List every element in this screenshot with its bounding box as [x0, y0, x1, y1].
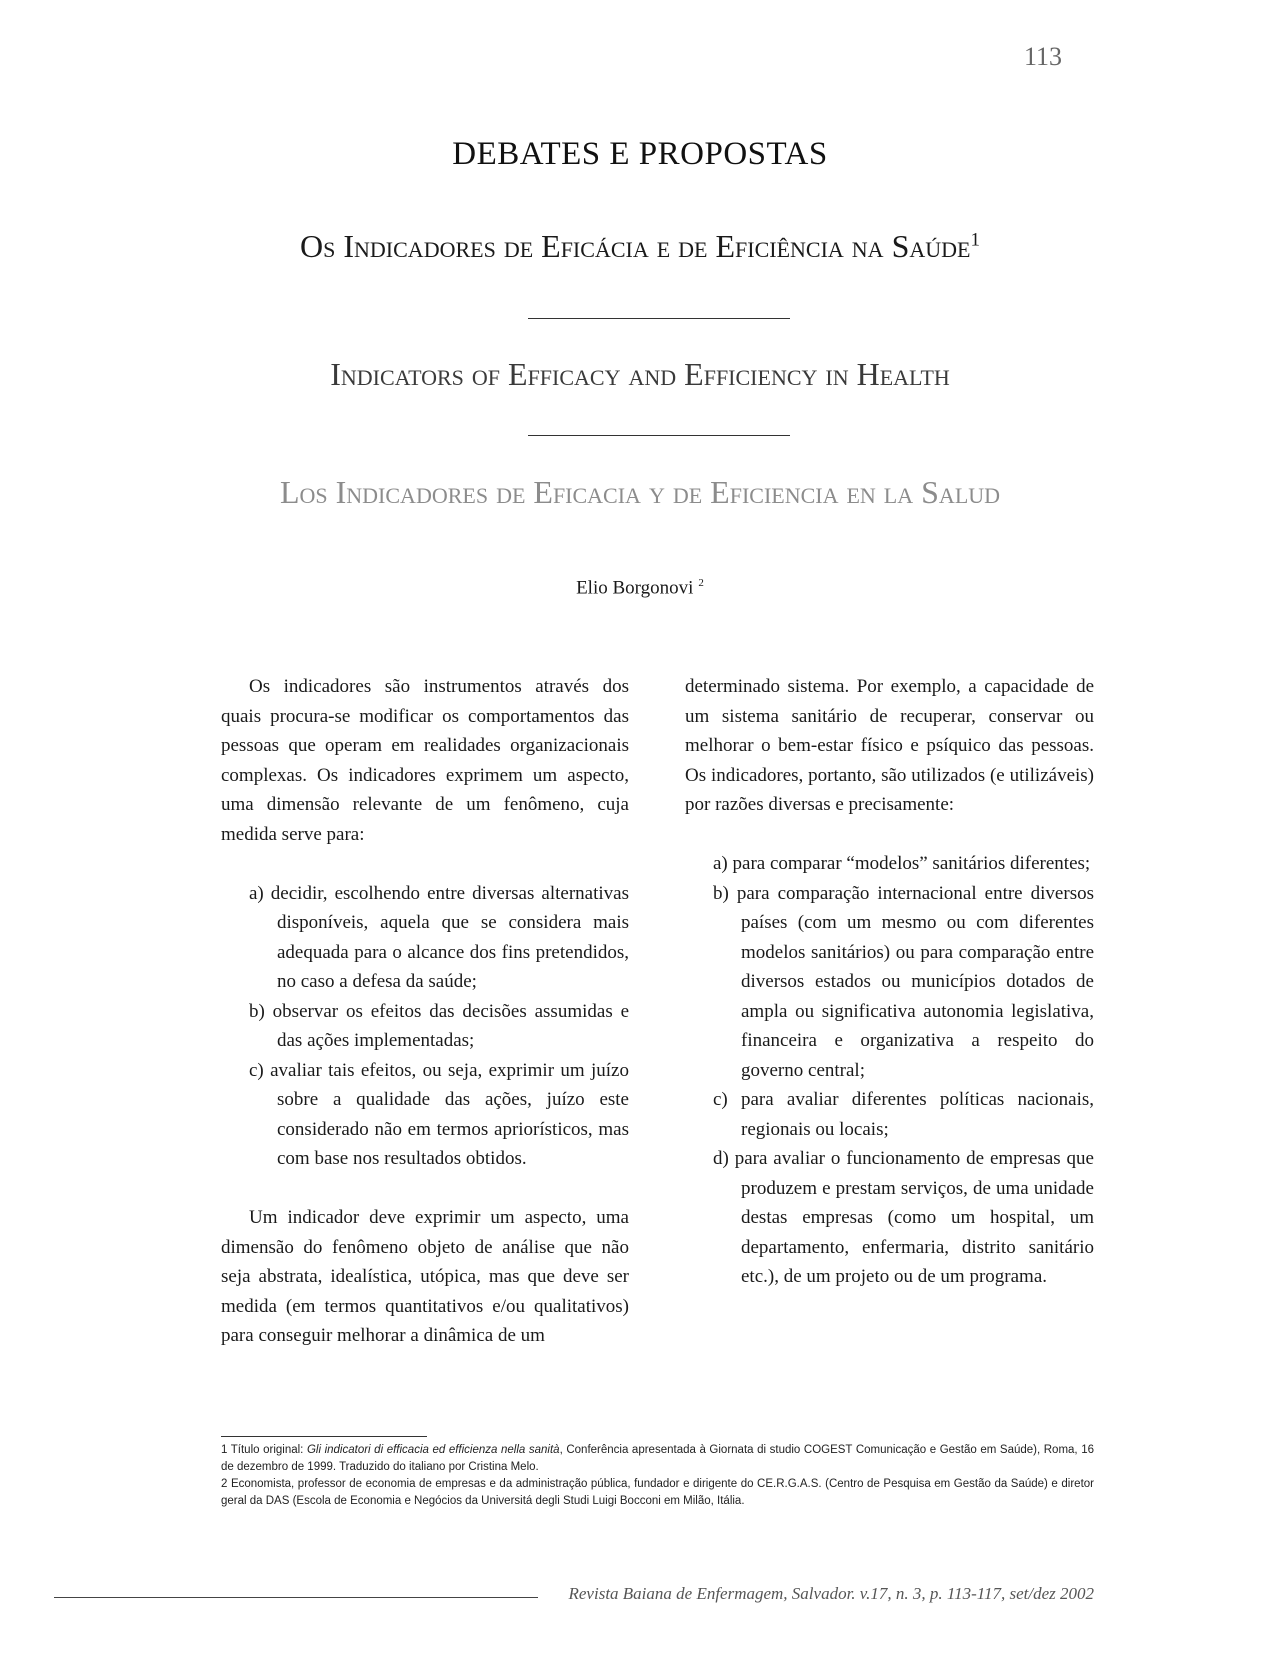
title-portuguese [0, 228, 1280, 265]
title-divider-2 [528, 435, 790, 436]
list-item: b) observar os efeitos das decisões assumidas e das ações implementadas; [249, 1000, 629, 1051]
paragraph: Um indicador deve exprimir um aspecto, uma dimensão do fenômeno objeto de análise que não seja abstrata, idealística, utópica, mas que deve ser medida (em termos quantitativos e/ou qualitativos) para conseguir melhorar a dinâmica de um [221, 1207, 629, 1346]
title-footnote-marker: 1 [970, 229, 980, 251]
author-name: Elio Borgonovi [576, 577, 694, 599]
section-title: DEBATES E PROPOSTAS [452, 136, 828, 172]
title-spanish: Los Indicadores de Eficacia y de Eficiencia en la Salud [279, 474, 1001, 510]
title-divider-1 [528, 318, 790, 319]
paragraph: Os indicadores são instrumentos através dos quais procura-se modificar os comportamentos das pessoas que operam em realidades organizacionais complexas. Os indicadores exprimem um aspecto, uma dimensão relevante de um fenômeno, cuja medida serve para: [221, 676, 629, 845]
paragraph: determinado sistema. Por exemplo, a capacidade de um sistema sanitário de recuperar, conservar ou melhorar o bem-estar físico e psíquico das pessoas. Os indicadores, portanto, são utilizados (e utilizáveis) por razões diversas e precisamente: [685, 676, 1094, 815]
list-item: a) para comparar “modelos” sanitários diferentes; [713, 853, 1091, 874]
left-column [221, 672, 629, 1351]
list-item: b) para comparação internacional entre diversos países (com um mesmo ou com diferentes modelos sanitários) ou para comparação entre diversos estados ou municípios dotados de ampla ou significativa autonomia legislativa, financeira e organizativa a respeito do governo central; [713, 882, 1094, 1081]
right-list [685, 849, 1094, 1292]
list-item: c) para avaliar diferentes políticas nacionais, regionais ou locais; [713, 1089, 1094, 1140]
footnote-divider [221, 1436, 427, 1437]
left-list [221, 879, 629, 1174]
page-number: 113 [1023, 42, 1062, 71]
footnotes [221, 1442, 1094, 1510]
footnote-1 [221, 1442, 1094, 1476]
author-footnote-marker: 2 [698, 577, 704, 589]
list-item: c) avaliar tais efeitos, ou seja, exprimir um juízo sobre a qualidade das ações, juízo este considerado não em termos apriorísticos, mas com base nos resultados obtidos. [249, 1059, 629, 1169]
right-column [685, 672, 1094, 1292]
paragraph-gap [685, 820, 1094, 850]
footer-divider [54, 1597, 538, 1598]
footnote-1-original-title: Gli indicatori di efficacia ed efficienza nella sanità [306, 1444, 560, 1456]
paragraph-gap [221, 1174, 629, 1204]
title-english: Indicators of Efficacy and Efficiency in Health [330, 356, 950, 392]
paragraph-gap [221, 849, 629, 879]
footnote-2: 2 Economista, professor de economia de empresas e da administração pública, fundador e dirigente do CE.R.G.A.S. (Centro de Pesquisa em Gestão da Saúde) e diretor geral da DAS (Escola de Economia e Negócios da Universitá degli Studi Luigi Bocconi em Milão, Itália. [221, 1478, 1094, 1507]
author-line [0, 577, 1280, 599]
footnote-1-text: , Conferência apresentada à Giornata di studio COGEST Comunicação e Gestão em Saúde), Roma, 16 de dezembro de 1999. Traduzido do italiano por Cristina Melo. [221, 1444, 1094, 1473]
footnote-1-prefix: 1 Título original: [221, 1444, 307, 1456]
title-portuguese-text: Os Indicadores de Eficácia e de Eficiência na Saúde [300, 228, 971, 264]
list-item: a) decidir, escolhendo entre diversas alternativas disponíveis, aquela que se considera mais adequada para o alcance dos fins pretendidos, no caso a defesa da saúde; [249, 882, 629, 992]
list-item: d) para avaliar o funcionamento de empresas que produzem e prestam serviços, de uma unidade destas empresas (como um hospital, um departamento, enfermaria, distrito sanitário etc.), de um projeto ou de um programa. [713, 1148, 1094, 1287]
footer-citation: Revista Baiana de Enfermagem, Salvador. v.17, n. 3, p. 113-117, set/dez 2002 [568, 1584, 1094, 1603]
